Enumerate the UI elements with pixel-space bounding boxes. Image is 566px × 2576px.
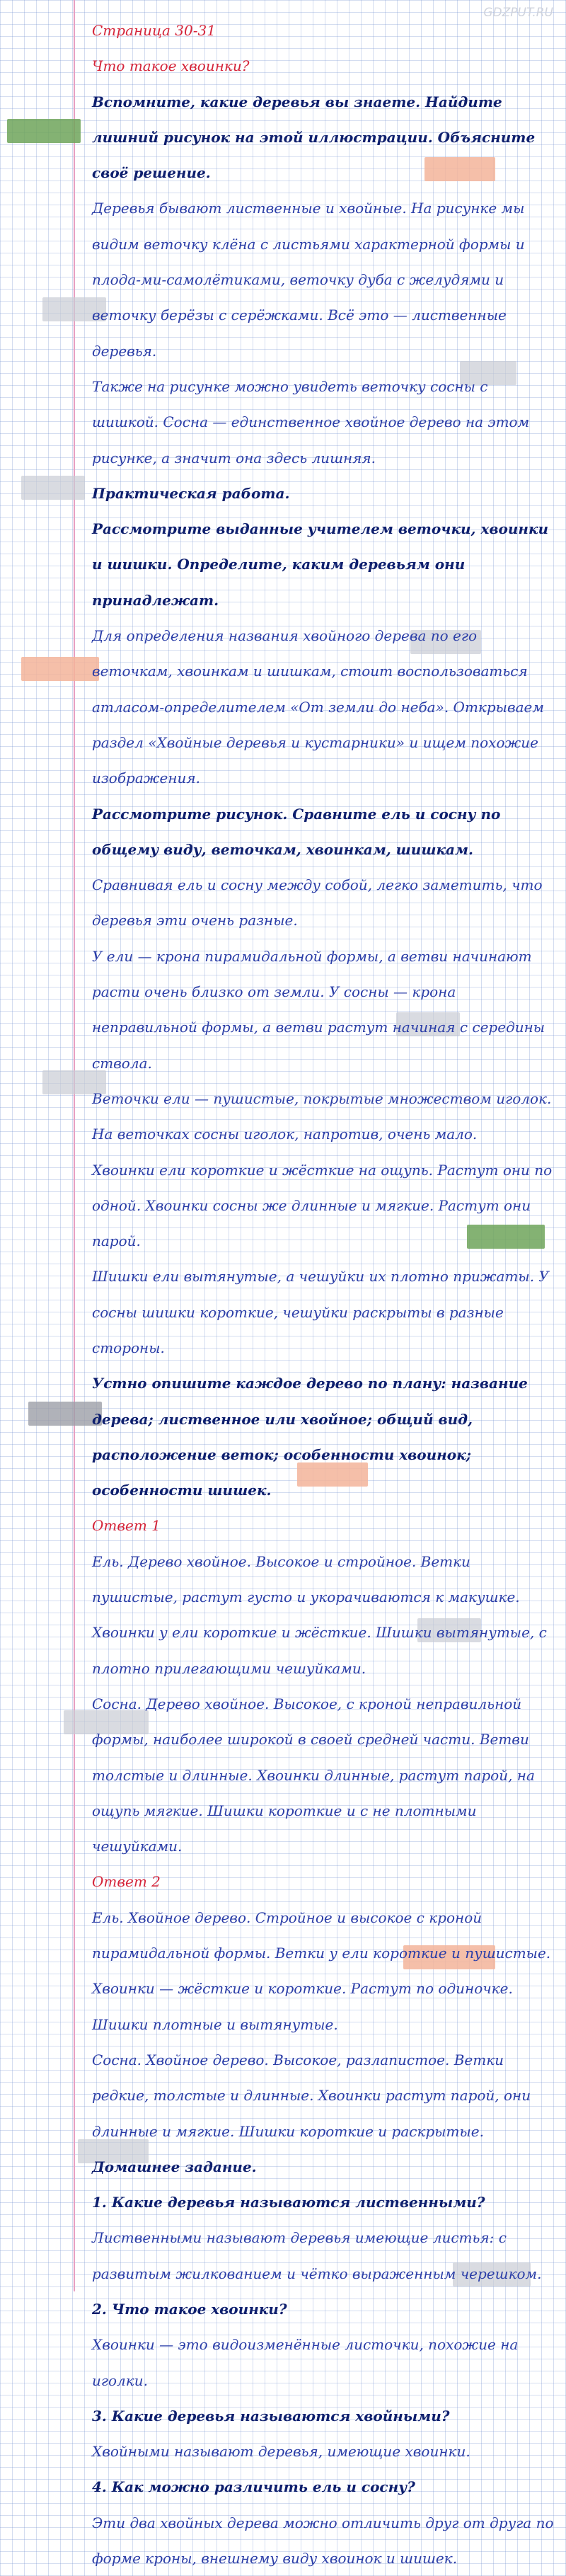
task-prompt: Устно опишите каждое дерево по плану: название дерева; лиственное или хвойное; общий вид, расположение веток; особенности хвоинок; особенности шишек. (92, 1375, 528, 1499)
answer-text: Хвоинки ели короткие и жёсткие на ощупь. Растут они по одной. Хвоинки сосны же длинные и мягкие. Растут они парой. (92, 1161, 553, 1250)
answer-text: Также на рисунке можно увидеть веточку сосны с шишкой. Сосна — единственное хвойное дерево на этом рисунке, а значит она здесь лишняя. (92, 377, 530, 466)
answer-label: Ответ 2 (92, 1873, 161, 1891)
answer-text: Веточки ели — пушистые, покрытые множеством иголок. На веточках сосны иголок, напротив, очень мало. (92, 1089, 552, 1143)
grey-sticker (28, 1402, 102, 1426)
watermark: GDZPUT.RU (483, 6, 553, 20)
page-label: Страница 30-31 (92, 22, 216, 39)
orange-sticker (21, 657, 99, 681)
answer-label: Ответ 1 (92, 1517, 161, 1535)
task-prompt: Рассмотрите выданные учителем веточки, хвоинки и шишки. Определите, каким деревьям они принадлежат. (92, 520, 549, 609)
answer-text: Эти два хвойных дерева можно отличить друг от друга по форме кроны, внешнему виду хвоинок и шишек. (92, 2514, 554, 2568)
answer-text: Деревья бывают лиственные и хвойные. На рисунке мы видим веточку клёна с листьями характерной формы и плода-ми-самолётиками, веточку дуба с желудями и веточку берёзы с серёжками. Всё это — лиственные деревья. (92, 200, 525, 360)
answer-text: Шишки ели вытянутые, а чешуйки их плотно прижаты. У сосны шишки короткие, чешуйки раскрыты в разные стороны. (92, 1268, 549, 1356)
task-prompt: Домашнее задание. (92, 2158, 257, 2175)
answer-text: Хвоинки — это видоизменённые листочки, похожие на иголки. (92, 2336, 519, 2389)
section-title: Что такое хвоинки? (92, 57, 250, 75)
grey-sticker (21, 476, 85, 500)
task-prompt: 1. Какие деревья называются лиственными? (92, 2194, 485, 2211)
green-sticker (7, 119, 81, 143)
text-blocks (92, 84, 555, 2576)
answer-text: Лиственными называют деревья имеющие листья: с развитым жилкованием и чётко выраженным черешком. (92, 2229, 542, 2282)
answer-text: Для определения названия хвойного дерева по его веточкам, хвоинкам и шишкам, стоит воспользоваться атласом-определителем «От земли до неба». Открываем раздел «Хвойные деревья и кустарники» и ищем похожие изображения. (92, 627, 544, 787)
answer-text: Хвойными называют деревья, имеющие хвоинки. (92, 2443, 470, 2461)
answer-text: Ель. Хвойное дерево. Стройное и высокое с кроной пирамидальной формы. Ветки у ели короткие и пушистые. Хвоинки — жёсткие и короткие. Растут по одиночке. Шишки плотные и вытянутые. (92, 1908, 551, 2033)
task-prompt: Рассмотрите рисунок. Сравните ель и сосну по общему виду, веточкам, хвоинкам, шишкам. (92, 805, 501, 858)
answer-text: Сосна. Хвойное дерево. Высокое, разлапистое. Ветки редкие, толстые и длинные. Хвоинки растут парой, они длинные и мягкие. Шишки короткие и раскрытые. (92, 2051, 531, 2140)
notebook-page (92, 13, 555, 2576)
answer-text: Сосна. Дерево хвойное. Высокое, с кроной неправильной формы, наиболее широкой в своей средней части. Ветви толстые и длинные. Хвоинки длинные, растут парой, на ощупь мягкие. Шишки короткие и с не плотными чешуйками. (92, 1695, 535, 1855)
answer-text: У ели — крона пирамидальной формы, а ветви начинают расти очень близко от земли. У сосны — крона неправильной формы, а ветви растут начиная с середины ствола. (92, 947, 545, 1072)
margin-line (74, 0, 75, 2291)
answer-text: Ель. Дерево хвойное. Высокое и стройное. Ветки пушистые, растут густо и укорачиваются к макушке. Хвоинки у ели короткие и жёсткие. Шишки вытянутые, с плотно прилегающими чешуйками. (92, 1552, 547, 1677)
task-prompt: 4. Как можно различить ель и сосну? (92, 2478, 415, 2496)
task-prompt: Практическая работа. (92, 484, 290, 502)
task-prompt: 3. Какие деревья называются хвойными? (92, 2407, 450, 2425)
task-prompt: Вспомните, какие деревья вы знаете. Найдите лишний рисунок на этой иллюстрации. Объясните своё решение. (92, 93, 536, 182)
task-prompt: 2. Что такое хвоинки? (92, 2301, 287, 2318)
answer-text: Сравнивая ель и сосну между собой, легко заметить, что деревья эти очень разные. (92, 876, 543, 929)
